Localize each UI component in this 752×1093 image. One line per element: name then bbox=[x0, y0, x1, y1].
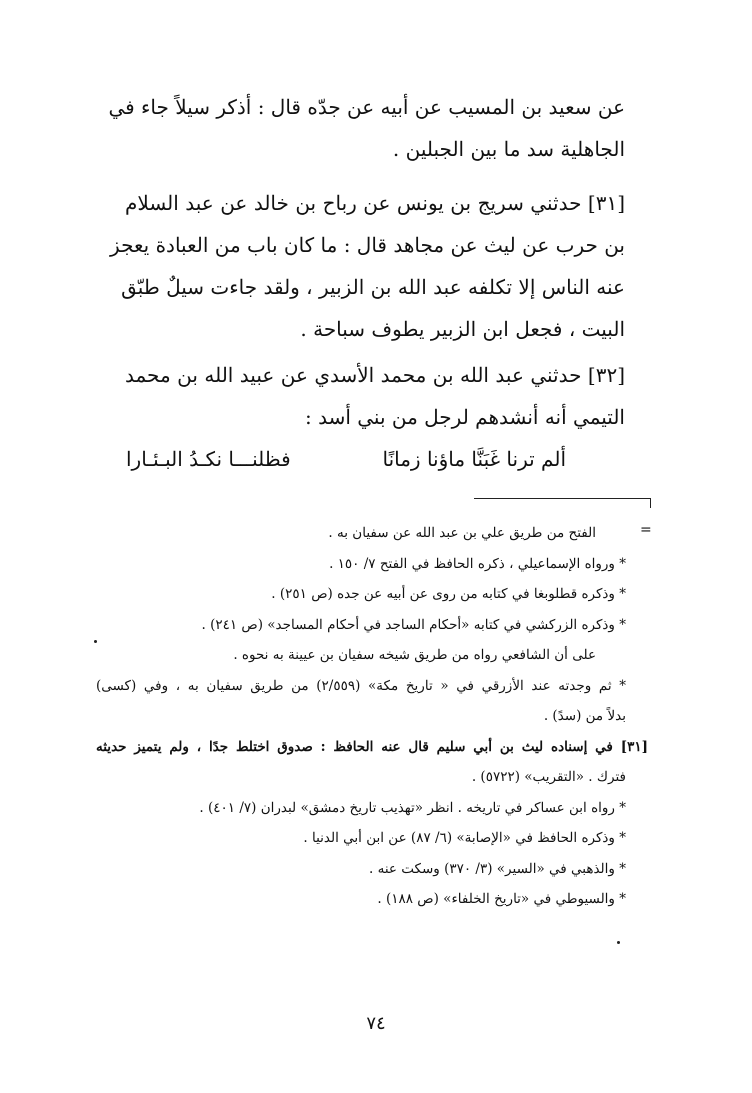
verse-second-hemistich: فظلنـــا نكـدُ البـئـارا bbox=[126, 447, 291, 471]
separator-tick bbox=[650, 498, 651, 508]
footnote-line: * رواه ابن عساكر في تاريخه . انظر «تهذيب تاريخ دمشق» لبدران (٧/ ٤٠١) . bbox=[199, 799, 626, 816]
main-line: الجاهلية سد ما بين الجبلين . bbox=[392, 137, 625, 161]
main-line: بن حرب عن ليث عن مجاهد قال : ما كان باب من العبادة يعجز bbox=[110, 233, 625, 257]
footnote-line: * وذكره الزركشي في كتابه «أحكام الساجد في أحكام المساجد» (ص ٢٤١) . bbox=[201, 616, 626, 633]
footnote-line: بدلاً من (سدً) . bbox=[543, 708, 626, 724]
footnote-line: الفتح من طريق علي بن عبد الله عن سفيان به . bbox=[328, 525, 596, 541]
margin-dot bbox=[617, 941, 620, 944]
footnote-line: * وذكره الحافظ في «الإصابة» (٦/ ٨٧) عن ابن أبي الدنيا . bbox=[303, 830, 626, 846]
verse-first-hemistich: ألم ترنا غَبَنَّا ماؤنا زمانًا bbox=[382, 447, 566, 471]
main-line: التيمي أنه أنشدهم لرجل من بني أسد : bbox=[304, 405, 625, 429]
footnote-line: فترك . «التقريب» (٥٧٢٢) . bbox=[471, 769, 626, 785]
main-line: عن سعيد بن المسيب عن أبيه عن جدّه قال : أذكر سيلاً جاء في bbox=[108, 95, 625, 119]
footnote-line: * ورواه الإسماعيلي ، ذكره الحافظ في الفتح ٧/ ١٥٠ . bbox=[329, 555, 626, 572]
footnote-line: * ثم وجدته عند الأزرقي في « تاريخ مكة» (٢/٥٥٩) من طريق سفيان به ، وفي (كسى) bbox=[96, 677, 626, 694]
main-line: البيت ، فجعل ابن الزبير يطوف سباحة . bbox=[300, 317, 625, 341]
main-text bbox=[108, 86, 625, 438]
main-line: عنه الناس إلا تكلفه عبد الله بن الزبير ، ولقد جاءت سيلٌ طبّق bbox=[121, 275, 625, 299]
footnotes bbox=[96, 518, 648, 915]
footnote-line: * والسيوطي في «تاريخ الخلفاء» (ص ١٨٨) . bbox=[377, 891, 626, 907]
footnote-line: * وذكره قطلوبغا في كتابه من روى عن أبيه عن جده (ص ٢٥١) . bbox=[271, 586, 626, 602]
page-number: ٧٤ bbox=[366, 1013, 386, 1034]
main-line: [٣٢] حدثني عبد الله بن محمد الأسدي عن عبيد الله بن محمد bbox=[125, 363, 625, 387]
footnote-continuation-mark: = bbox=[640, 522, 652, 538]
footnote-line: * والذهبي في «السير» (٣/ ٣٧٠) وسكت عنه . bbox=[369, 860, 626, 877]
main-line: [٣١] حدثني سريج بن يونس عن رباح بن خالد عن عبد السلام bbox=[125, 191, 625, 215]
footnote-line: [٣١] في إسناده ليث بن أبي سليم قال عنه الحافظ : صدوق اختلط جدًا ، ولم يتميز حديثه bbox=[96, 738, 648, 755]
footnote-separator bbox=[474, 498, 650, 499]
footnote-line: على أن الشافعي رواه من طريق شيخه سفيان بن عيينة به نحوه . bbox=[233, 647, 596, 663]
